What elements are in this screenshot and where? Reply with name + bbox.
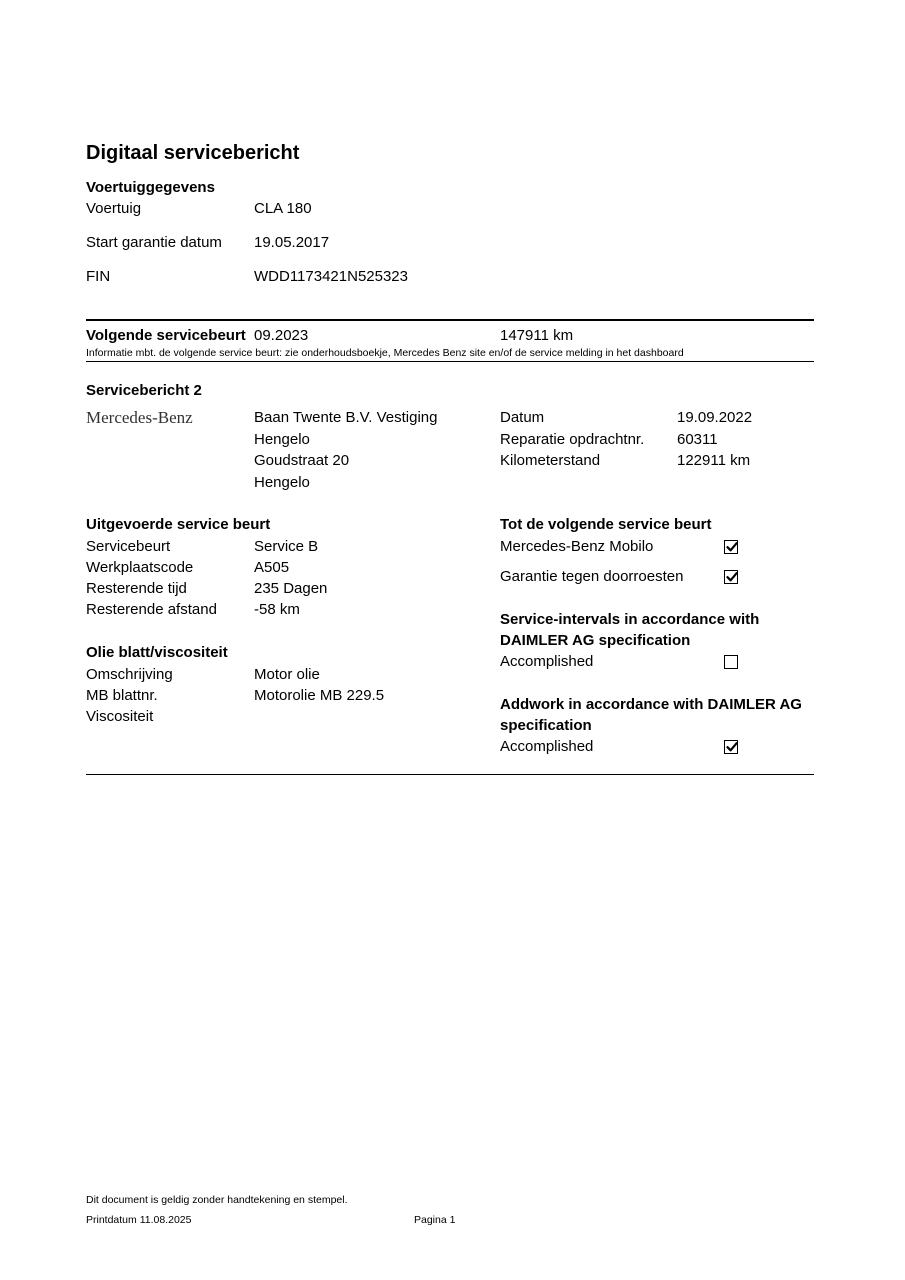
vehicle-heading: Voertuiggegevens <box>86 179 215 196</box>
divider-next-service <box>86 361 814 362</box>
oil-heading: Olie blatt/viscositeit <box>86 644 228 661</box>
oil-label: Viscositeit <box>86 708 154 725</box>
addwork-heading: Addwork in accordance with DAIMLER AG <box>500 696 802 713</box>
next-service-date: 09.2023 <box>254 327 309 344</box>
service-intervals-accomplished-label: Accomplished <box>500 653 594 670</box>
checkmark-icon <box>726 571 738 583</box>
divider-top <box>86 319 814 321</box>
performed-label: Servicebeurt <box>86 538 171 555</box>
performed-heading: Uitgevoerde service beurt <box>86 516 271 533</box>
repair-order-label: Reparatie opdrachtnr. <box>500 431 645 448</box>
page-title: Digitaal servicebericht <box>86 142 300 164</box>
dealer-line: Goudstraat 20 <box>254 452 350 469</box>
service-intervals-heading-2: DAIMLER AG specification <box>500 632 691 649</box>
oil-label: MB blattnr. <box>86 687 158 704</box>
oil-value: Motor olie <box>254 666 320 683</box>
checkmark-icon <box>726 541 738 553</box>
page-number: Pagina 1 <box>414 1214 456 1226</box>
print-date: Printdatum 11.08.2025 <box>86 1214 192 1226</box>
performed-value: Service B <box>254 538 319 555</box>
mileage-label: Kilometerstand <box>500 452 601 469</box>
fin-label: FIN <box>86 268 111 285</box>
date-value: 19.09.2022 <box>677 409 753 426</box>
fin-value: WDD1173421N525323 <box>254 268 408 285</box>
addwork-accomplished-label: Accomplished <box>500 738 594 755</box>
mobilo-label: Mercedes-Benz Mobilo <box>500 538 654 555</box>
next-service-info: Informatie mbt. de volgende service beurt: zie onderhoudsboekje, Mercedes Benz site en/of de service melding in het dashboard <box>86 347 684 359</box>
service-intervals-heading: Service-intervals in accordance with <box>500 611 760 628</box>
next-service-label: Volgende servicebeurt <box>86 327 246 344</box>
oil-label: Omschrijving <box>86 666 173 683</box>
oil-value: Motorolie MB 229.5 <box>254 687 385 704</box>
warranty-start-value: 19.05.2017 <box>254 234 330 251</box>
performed-value: -58 km <box>254 601 300 618</box>
dealer-line: Hengelo <box>254 474 310 491</box>
footer-note: Dit document is geldig zonder handtekening en stempel. <box>86 1194 348 1206</box>
service-report-heading: Servicebericht 2 <box>86 382 202 399</box>
rust-warranty-checkbox[interactable] <box>724 570 738 584</box>
performed-value: 235 Dagen <box>254 580 328 597</box>
warranty-start-label: Start garantie datum <box>86 234 222 251</box>
performed-value: A505 <box>254 559 290 576</box>
performed-label: Werkplaatscode <box>86 559 194 576</box>
mileage-value: 122911 km <box>677 452 751 469</box>
dealer-line: Baan Twente B.V. Vestiging <box>254 409 438 426</box>
mercedes-benz-logo: Mercedes-Benz <box>86 408 193 427</box>
rust-warranty-label: Garantie tegen doorroesten <box>500 568 684 585</box>
next-service-km: 147911 km <box>500 327 574 344</box>
vehicle-value: CLA 180 <box>254 200 312 217</box>
addwork-heading-2: specification <box>500 717 592 734</box>
mobilo-checkbox[interactable] <box>724 540 738 554</box>
date-label: Datum <box>500 409 545 426</box>
addwork-checkbox[interactable] <box>724 740 738 754</box>
until-next-heading: Tot de volgende service beurt <box>500 516 712 533</box>
service-intervals-checkbox[interactable] <box>724 655 738 669</box>
dealer-line: Hengelo <box>254 431 310 448</box>
performed-label: Resterende tijd <box>86 580 187 597</box>
performed-label: Resterende afstand <box>86 601 217 618</box>
checkmark-icon <box>726 741 738 753</box>
divider-bottom <box>86 774 814 775</box>
repair-order-value: 60311 <box>677 431 718 448</box>
vehicle-label: Voertuig <box>86 200 142 217</box>
